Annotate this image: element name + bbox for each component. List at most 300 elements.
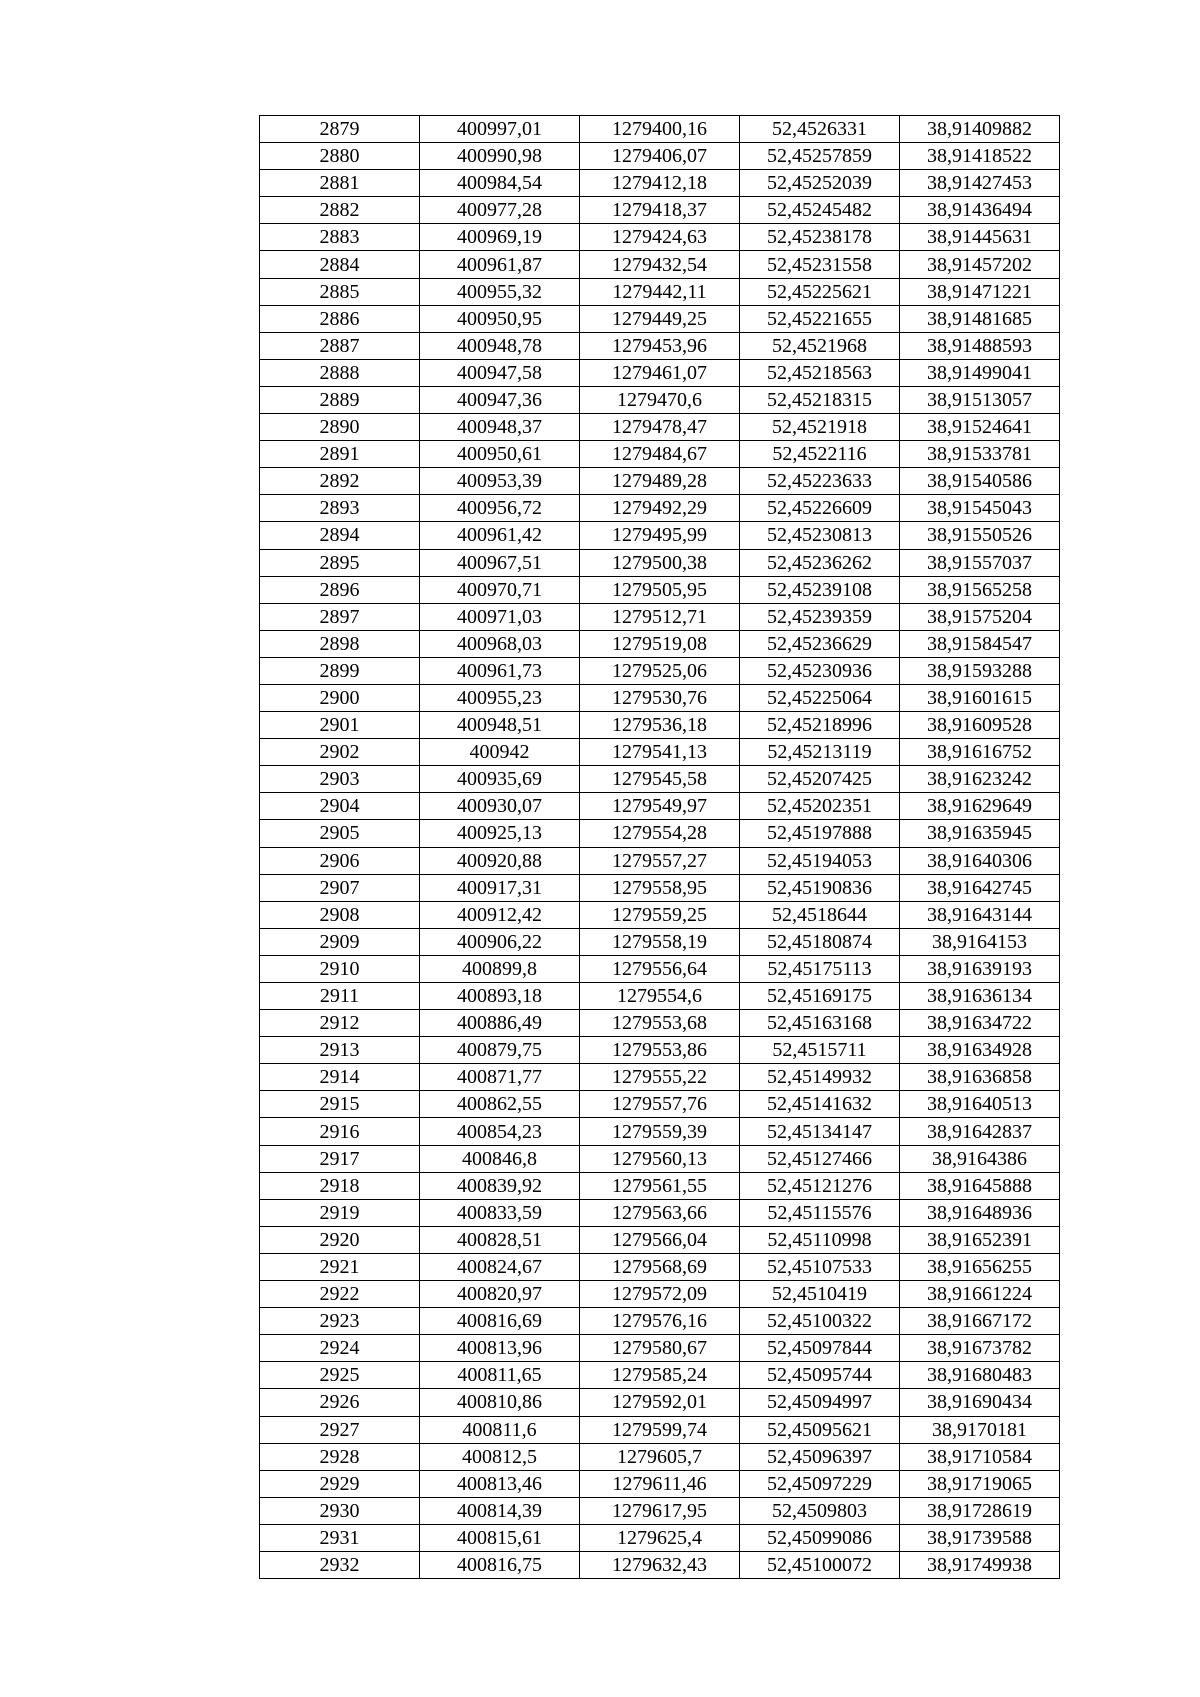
table-row	[260, 739, 1060, 766]
point-number-cell: 2926	[260, 1389, 420, 1416]
longitude-cell: 38,91616752	[900, 739, 1060, 766]
table-row	[260, 332, 1060, 359]
point-number-cell: 2907	[260, 874, 420, 901]
x-coordinate-cell: 400813,96	[420, 1335, 580, 1362]
latitude-cell: 52,45107533	[740, 1253, 900, 1280]
point-number-cell: 2923	[260, 1308, 420, 1335]
longitude-cell: 38,9170181	[900, 1416, 1060, 1443]
point-number-cell: 2879	[260, 116, 420, 143]
point-number-cell: 2930	[260, 1497, 420, 1524]
point-number-cell: 2904	[260, 793, 420, 820]
point-number-cell: 2901	[260, 712, 420, 739]
table-row	[260, 522, 1060, 549]
latitude-cell: 52,45218315	[740, 386, 900, 413]
table-row	[260, 1443, 1060, 1470]
longitude-cell: 38,91481685	[900, 305, 1060, 332]
point-number-cell: 2887	[260, 332, 420, 359]
y-coordinate-cell: 1279611,46	[580, 1470, 740, 1497]
y-coordinate-cell: 1279557,76	[580, 1091, 740, 1118]
latitude-cell: 52,45225064	[740, 684, 900, 711]
latitude-cell: 52,45134147	[740, 1118, 900, 1145]
point-number-cell: 2903	[260, 766, 420, 793]
longitude-cell: 38,91667172	[900, 1308, 1060, 1335]
latitude-cell: 52,45202351	[740, 793, 900, 820]
y-coordinate-cell: 1279512,71	[580, 603, 740, 630]
y-coordinate-cell: 1279525,06	[580, 657, 740, 684]
y-coordinate-cell: 1279453,96	[580, 332, 740, 359]
y-coordinate-cell: 1279400,16	[580, 116, 740, 143]
latitude-cell: 52,45236629	[740, 630, 900, 657]
x-coordinate-cell: 400917,31	[420, 874, 580, 901]
table-row	[260, 359, 1060, 386]
x-coordinate-cell: 400969,19	[420, 224, 580, 251]
point-number-cell: 2912	[260, 1010, 420, 1037]
table-row	[260, 901, 1060, 928]
y-coordinate-cell: 1279580,67	[580, 1335, 740, 1362]
latitude-cell: 52,45141632	[740, 1091, 900, 1118]
point-number-cell: 2896	[260, 576, 420, 603]
longitude-cell: 38,91575204	[900, 603, 1060, 630]
coordinates-table	[259, 115, 1060, 1579]
longitude-cell: 38,91640306	[900, 847, 1060, 874]
y-coordinate-cell: 1279424,63	[580, 224, 740, 251]
table-row	[260, 657, 1060, 684]
longitude-cell: 38,9164153	[900, 928, 1060, 955]
point-number-cell: 2928	[260, 1443, 420, 1470]
x-coordinate-cell: 400846,8	[420, 1145, 580, 1172]
y-coordinate-cell: 1279555,22	[580, 1064, 740, 1091]
latitude-cell: 52,45190836	[740, 874, 900, 901]
x-coordinate-cell: 400920,88	[420, 847, 580, 874]
table-row	[260, 874, 1060, 901]
table-row	[260, 305, 1060, 332]
y-coordinate-cell: 1279519,08	[580, 630, 740, 657]
table-row	[260, 1389, 1060, 1416]
latitude-cell: 52,4521918	[740, 414, 900, 441]
table-row	[260, 414, 1060, 441]
x-coordinate-cell: 400955,32	[420, 278, 580, 305]
point-number-cell: 2897	[260, 603, 420, 630]
y-coordinate-cell: 1279568,69	[580, 1253, 740, 1280]
y-coordinate-cell: 1279563,66	[580, 1199, 740, 1226]
y-coordinate-cell: 1279530,76	[580, 684, 740, 711]
table-row	[260, 1362, 1060, 1389]
y-coordinate-cell: 1279432,54	[580, 251, 740, 278]
x-coordinate-cell: 400833,59	[420, 1199, 580, 1226]
y-coordinate-cell: 1279536,18	[580, 712, 740, 739]
x-coordinate-cell: 400812,5	[420, 1443, 580, 1470]
y-coordinate-cell: 1279558,95	[580, 874, 740, 901]
point-number-cell: 2893	[260, 495, 420, 522]
point-number-cell: 2927	[260, 1416, 420, 1443]
x-coordinate-cell: 400813,46	[420, 1470, 580, 1497]
x-coordinate-cell: 400955,23	[420, 684, 580, 711]
longitude-cell: 38,91550526	[900, 522, 1060, 549]
table-row	[260, 1281, 1060, 1308]
point-number-cell: 2900	[260, 684, 420, 711]
point-number-cell: 2883	[260, 224, 420, 251]
latitude-cell: 52,4521968	[740, 332, 900, 359]
longitude-cell: 38,91513057	[900, 386, 1060, 413]
latitude-cell: 52,4509803	[740, 1497, 900, 1524]
latitude-cell: 52,45245482	[740, 197, 900, 224]
latitude-cell: 52,45257859	[740, 143, 900, 170]
x-coordinate-cell: 400811,65	[420, 1362, 580, 1389]
table-row	[260, 847, 1060, 874]
x-coordinate-cell: 400814,39	[420, 1497, 580, 1524]
longitude-cell: 38,91749938	[900, 1551, 1060, 1578]
longitude-cell: 38,91656255	[900, 1253, 1060, 1280]
point-number-cell: 2913	[260, 1037, 420, 1064]
longitude-cell: 38,91636858	[900, 1064, 1060, 1091]
table-row	[260, 1226, 1060, 1253]
table-row	[260, 441, 1060, 468]
longitude-cell: 38,91524641	[900, 414, 1060, 441]
latitude-cell: 52,45213119	[740, 739, 900, 766]
longitude-cell: 38,91609528	[900, 712, 1060, 739]
y-coordinate-cell: 1279553,68	[580, 1010, 740, 1037]
x-coordinate-cell: 400947,58	[420, 359, 580, 386]
table-row	[260, 495, 1060, 522]
longitude-cell: 38,91645888	[900, 1172, 1060, 1199]
table-row	[260, 143, 1060, 170]
longitude-cell: 38,91584547	[900, 630, 1060, 657]
latitude-cell: 52,45180874	[740, 928, 900, 955]
x-coordinate-cell: 400820,97	[420, 1281, 580, 1308]
y-coordinate-cell: 1279559,25	[580, 901, 740, 928]
latitude-cell: 52,45096397	[740, 1443, 900, 1470]
point-number-cell: 2917	[260, 1145, 420, 1172]
x-coordinate-cell: 400810,86	[420, 1389, 580, 1416]
latitude-cell: 52,45226609	[740, 495, 900, 522]
y-coordinate-cell: 1279461,07	[580, 359, 740, 386]
latitude-cell: 52,45218563	[740, 359, 900, 386]
y-coordinate-cell: 1279442,11	[580, 278, 740, 305]
table-row	[260, 1118, 1060, 1145]
point-number-cell: 2911	[260, 983, 420, 1010]
x-coordinate-cell: 400828,51	[420, 1226, 580, 1253]
y-coordinate-cell: 1279553,86	[580, 1037, 740, 1064]
y-coordinate-cell: 1279558,19	[580, 928, 740, 955]
table-row	[260, 1145, 1060, 1172]
table-row	[260, 386, 1060, 413]
x-coordinate-cell: 400970,71	[420, 576, 580, 603]
y-coordinate-cell: 1279585,24	[580, 1362, 740, 1389]
point-number-cell: 2886	[260, 305, 420, 332]
longitude-cell: 38,91457202	[900, 251, 1060, 278]
x-coordinate-cell: 400967,51	[420, 549, 580, 576]
y-coordinate-cell: 1279625,4	[580, 1524, 740, 1551]
x-coordinate-cell: 400912,42	[420, 901, 580, 928]
x-coordinate-cell: 400948,37	[420, 414, 580, 441]
latitude-cell: 52,45169175	[740, 983, 900, 1010]
longitude-cell: 38,91418522	[900, 143, 1060, 170]
point-number-cell: 2906	[260, 847, 420, 874]
y-coordinate-cell: 1279576,16	[580, 1308, 740, 1335]
latitude-cell: 52,4522116	[740, 441, 900, 468]
point-number-cell: 2914	[260, 1064, 420, 1091]
point-number-cell: 2895	[260, 549, 420, 576]
point-number-cell: 2931	[260, 1524, 420, 1551]
x-coordinate-cell: 400879,75	[420, 1037, 580, 1064]
x-coordinate-cell: 400816,69	[420, 1308, 580, 1335]
point-number-cell: 2918	[260, 1172, 420, 1199]
longitude-cell: 38,91673782	[900, 1335, 1060, 1362]
table-row	[260, 1416, 1060, 1443]
point-number-cell: 2921	[260, 1253, 420, 1280]
table-row	[260, 1091, 1060, 1118]
latitude-cell: 52,45095621	[740, 1416, 900, 1443]
table-row	[260, 170, 1060, 197]
table-row	[260, 576, 1060, 603]
latitude-cell: 52,45099086	[740, 1524, 900, 1551]
x-coordinate-cell: 400961,42	[420, 522, 580, 549]
longitude-cell: 38,91635945	[900, 820, 1060, 847]
table-row	[260, 1308, 1060, 1335]
y-coordinate-cell: 1279561,55	[580, 1172, 740, 1199]
table-row	[260, 928, 1060, 955]
longitude-cell: 38,91728619	[900, 1497, 1060, 1524]
point-number-cell: 2884	[260, 251, 420, 278]
table-row	[260, 1037, 1060, 1064]
longitude-cell: 38,91719065	[900, 1470, 1060, 1497]
point-number-cell: 2888	[260, 359, 420, 386]
longitude-cell: 38,91634928	[900, 1037, 1060, 1064]
table-row	[260, 793, 1060, 820]
x-coordinate-cell: 400961,87	[420, 251, 580, 278]
longitude-cell: 38,91629649	[900, 793, 1060, 820]
point-number-cell: 2890	[260, 414, 420, 441]
latitude-cell: 52,45149932	[740, 1064, 900, 1091]
point-number-cell: 2910	[260, 955, 420, 982]
x-coordinate-cell: 400906,22	[420, 928, 580, 955]
longitude-cell: 38,91623242	[900, 766, 1060, 793]
longitude-cell: 38,91642745	[900, 874, 1060, 901]
table-row	[260, 1253, 1060, 1280]
table-row	[260, 1010, 1060, 1037]
longitude-cell: 38,91639193	[900, 955, 1060, 982]
y-coordinate-cell: 1279478,47	[580, 414, 740, 441]
point-number-cell: 2905	[260, 820, 420, 847]
x-coordinate-cell: 400971,03	[420, 603, 580, 630]
table-row	[260, 630, 1060, 657]
y-coordinate-cell: 1279556,64	[580, 955, 740, 982]
longitude-cell: 38,91471221	[900, 278, 1060, 305]
y-coordinate-cell: 1279566,04	[580, 1226, 740, 1253]
x-coordinate-cell: 400990,98	[420, 143, 580, 170]
y-coordinate-cell: 1279418,37	[580, 197, 740, 224]
table-row	[260, 1551, 1060, 1578]
x-coordinate-cell: 400893,18	[420, 983, 580, 1010]
longitude-cell: 38,91636134	[900, 983, 1060, 1010]
table-row	[260, 468, 1060, 495]
latitude-cell: 52,45197888	[740, 820, 900, 847]
point-number-cell: 2924	[260, 1335, 420, 1362]
longitude-cell: 38,91661224	[900, 1281, 1060, 1308]
x-coordinate-cell: 400961,73	[420, 657, 580, 684]
longitude-cell: 38,91540586	[900, 468, 1060, 495]
x-coordinate-cell: 400948,51	[420, 712, 580, 739]
y-coordinate-cell: 1279406,07	[580, 143, 740, 170]
longitude-cell: 38,91643144	[900, 901, 1060, 928]
x-coordinate-cell: 400862,55	[420, 1091, 580, 1118]
x-coordinate-cell: 400816,75	[420, 1551, 580, 1578]
y-coordinate-cell: 1279605,7	[580, 1443, 740, 1470]
latitude-cell: 52,45194053	[740, 847, 900, 874]
y-coordinate-cell: 1279492,29	[580, 495, 740, 522]
table-row	[260, 1172, 1060, 1199]
point-number-cell: 2908	[260, 901, 420, 928]
point-number-cell: 2932	[260, 1551, 420, 1578]
point-number-cell: 2894	[260, 522, 420, 549]
longitude-cell: 38,91436494	[900, 197, 1060, 224]
latitude-cell: 52,45236262	[740, 549, 900, 576]
y-coordinate-cell: 1279554,6	[580, 983, 740, 1010]
x-coordinate-cell: 400947,36	[420, 386, 580, 413]
point-number-cell: 2925	[260, 1362, 420, 1389]
x-coordinate-cell: 400942	[420, 739, 580, 766]
latitude-cell: 52,45221655	[740, 305, 900, 332]
y-coordinate-cell: 1279449,25	[580, 305, 740, 332]
x-coordinate-cell: 400925,13	[420, 820, 580, 847]
y-coordinate-cell: 1279545,58	[580, 766, 740, 793]
latitude-cell: 52,45094997	[740, 1389, 900, 1416]
point-number-cell: 2889	[260, 386, 420, 413]
longitude-cell: 38,91634722	[900, 1010, 1060, 1037]
y-coordinate-cell: 1279412,18	[580, 170, 740, 197]
longitude-cell: 38,91499041	[900, 359, 1060, 386]
latitude-cell: 52,4518644	[740, 901, 900, 928]
table-row	[260, 197, 1060, 224]
latitude-cell: 52,45207425	[740, 766, 900, 793]
latitude-cell: 52,45239108	[740, 576, 900, 603]
latitude-cell: 52,45127466	[740, 1145, 900, 1172]
latitude-cell: 52,45110998	[740, 1226, 900, 1253]
longitude-cell: 38,91710584	[900, 1443, 1060, 1470]
x-coordinate-cell: 400977,28	[420, 197, 580, 224]
table-row	[260, 1470, 1060, 1497]
latitude-cell: 52,45175113	[740, 955, 900, 982]
table-row	[260, 278, 1060, 305]
longitude-cell: 38,91488593	[900, 332, 1060, 359]
longitude-cell: 38,91427453	[900, 170, 1060, 197]
latitude-cell: 52,45230936	[740, 657, 900, 684]
longitude-cell: 38,91739588	[900, 1524, 1060, 1551]
y-coordinate-cell: 1279470,6	[580, 386, 740, 413]
latitude-cell: 52,45121276	[740, 1172, 900, 1199]
point-number-cell: 2882	[260, 197, 420, 224]
table-row	[260, 1524, 1060, 1551]
longitude-cell: 38,91409882	[900, 116, 1060, 143]
table-row	[260, 820, 1060, 847]
latitude-cell: 52,45230813	[740, 522, 900, 549]
latitude-cell: 52,45095744	[740, 1362, 900, 1389]
point-number-cell: 2880	[260, 143, 420, 170]
x-coordinate-cell: 400811,6	[420, 1416, 580, 1443]
x-coordinate-cell: 400968,03	[420, 630, 580, 657]
latitude-cell: 52,45097844	[740, 1335, 900, 1362]
x-coordinate-cell: 400956,72	[420, 495, 580, 522]
longitude-cell: 38,91640513	[900, 1091, 1060, 1118]
x-coordinate-cell: 400950,61	[420, 441, 580, 468]
y-coordinate-cell: 1279560,13	[580, 1145, 740, 1172]
table-row	[260, 251, 1060, 278]
x-coordinate-cell: 400854,23	[420, 1118, 580, 1145]
y-coordinate-cell: 1279557,27	[580, 847, 740, 874]
point-number-cell: 2916	[260, 1118, 420, 1145]
x-coordinate-cell: 400886,49	[420, 1010, 580, 1037]
longitude-cell: 38,91648936	[900, 1199, 1060, 1226]
y-coordinate-cell: 1279484,67	[580, 441, 740, 468]
longitude-cell: 38,91642837	[900, 1118, 1060, 1145]
latitude-cell: 52,45239359	[740, 603, 900, 630]
y-coordinate-cell: 1279505,95	[580, 576, 740, 603]
latitude-cell: 52,45100322	[740, 1308, 900, 1335]
point-number-cell: 2919	[260, 1199, 420, 1226]
table-row	[260, 712, 1060, 739]
point-number-cell: 2920	[260, 1226, 420, 1253]
table-row	[260, 955, 1060, 982]
table-row	[260, 684, 1060, 711]
y-coordinate-cell: 1279632,43	[580, 1551, 740, 1578]
coordinates-table-body	[260, 116, 1060, 1579]
x-coordinate-cell: 400815,61	[420, 1524, 580, 1551]
table-row	[260, 1335, 1060, 1362]
table-row	[260, 116, 1060, 143]
x-coordinate-cell: 400839,92	[420, 1172, 580, 1199]
latitude-cell: 52,4515711	[740, 1037, 900, 1064]
point-number-cell: 2898	[260, 630, 420, 657]
latitude-cell: 52,45231558	[740, 251, 900, 278]
table-row	[260, 766, 1060, 793]
longitude-cell: 38,91565258	[900, 576, 1060, 603]
x-coordinate-cell: 400950,95	[420, 305, 580, 332]
longitude-cell: 38,91545043	[900, 495, 1060, 522]
x-coordinate-cell: 400824,67	[420, 1253, 580, 1280]
x-coordinate-cell: 400871,77	[420, 1064, 580, 1091]
point-number-cell: 2891	[260, 441, 420, 468]
point-number-cell: 2909	[260, 928, 420, 955]
latitude-cell: 52,45100072	[740, 1551, 900, 1578]
latitude-cell: 52,45223633	[740, 468, 900, 495]
latitude-cell: 52,45115576	[740, 1199, 900, 1226]
y-coordinate-cell: 1279500,38	[580, 549, 740, 576]
table-row	[260, 1497, 1060, 1524]
latitude-cell: 52,45097229	[740, 1470, 900, 1497]
x-coordinate-cell: 400953,39	[420, 468, 580, 495]
table-row	[260, 603, 1060, 630]
y-coordinate-cell: 1279559,39	[580, 1118, 740, 1145]
longitude-cell: 38,91445631	[900, 224, 1060, 251]
longitude-cell: 38,91690434	[900, 1389, 1060, 1416]
y-coordinate-cell: 1279495,99	[580, 522, 740, 549]
x-coordinate-cell: 400948,78	[420, 332, 580, 359]
longitude-cell: 38,91680483	[900, 1362, 1060, 1389]
longitude-cell: 38,91533781	[900, 441, 1060, 468]
longitude-cell: 38,91557037	[900, 549, 1060, 576]
y-coordinate-cell: 1279617,95	[580, 1497, 740, 1524]
y-coordinate-cell: 1279599,74	[580, 1416, 740, 1443]
x-coordinate-cell: 400984,54	[420, 170, 580, 197]
table-row	[260, 1199, 1060, 1226]
x-coordinate-cell: 400899,8	[420, 955, 580, 982]
point-number-cell: 2922	[260, 1281, 420, 1308]
latitude-cell: 52,4510419	[740, 1281, 900, 1308]
point-number-cell: 2892	[260, 468, 420, 495]
y-coordinate-cell: 1279572,09	[580, 1281, 740, 1308]
y-coordinate-cell: 1279549,97	[580, 793, 740, 820]
latitude-cell: 52,45225621	[740, 278, 900, 305]
